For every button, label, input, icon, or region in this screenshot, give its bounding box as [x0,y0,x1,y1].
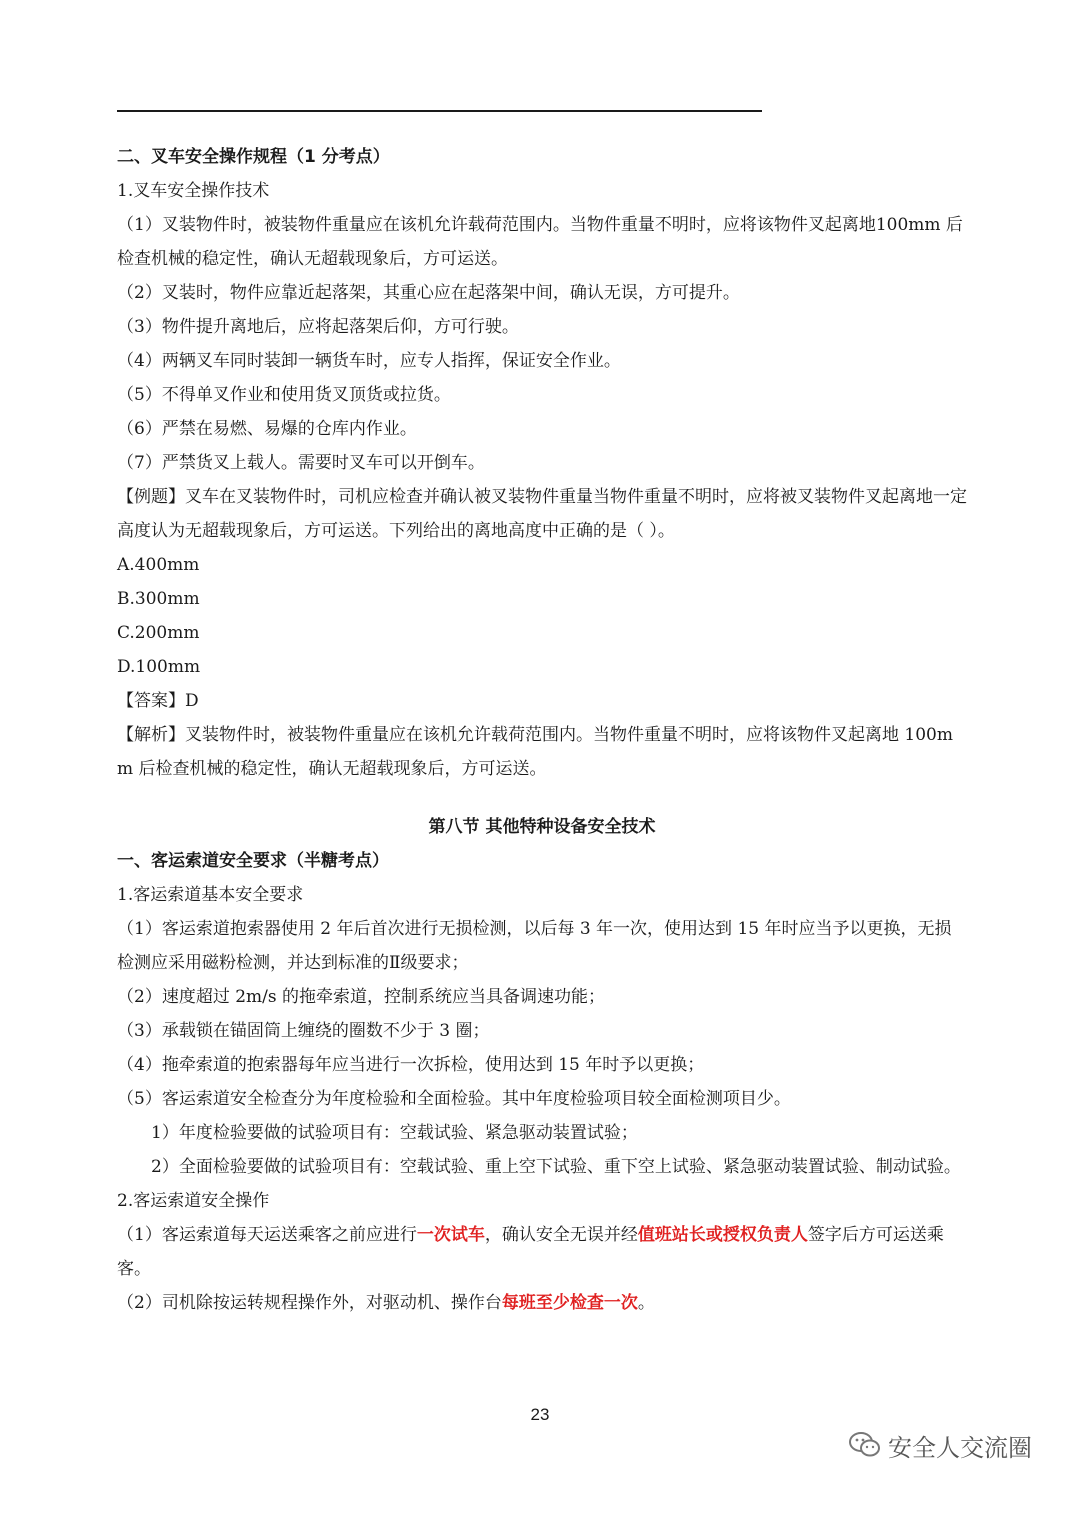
document-body [117,140,967,1320]
option-b: B.300mm [117,589,200,609]
spacer [117,786,967,810]
wechat-icon [848,1430,882,1460]
forklift-item: （5）不得单叉作业和使用货叉顶货或拉货。 [117,385,451,405]
op1-highlight-manager: 值班站长或授权负责人 [637,1225,808,1245]
forklift-item: （3）物件提升离地后，应将起落架后仰，方可行驶。 [117,317,519,337]
ropeway-sub-item: 2）全面检验要做的试验项目有：空载试验、重上空下试验、重下空上试验、紧急驱动装置试验、制动试验。 [151,1157,961,1177]
op1-text-c: ，确认安全无误并经 [484,1225,638,1245]
ropeway-sub-item: 1）年度检验要做的试验项目有：空载试验、紧急驱动装置试验； [151,1123,638,1143]
watermark [848,1425,1032,1465]
option-c: C.200mm [117,623,200,643]
example-question: 【例题】叉车在叉装物件时，司机应检查并确认被叉装物件重量当物件重量不明时，应将被叉装物件叉起离地一定高度认为无超载现象后，方可运送。下列给出的离地高度中正确的是（ ）。 [117,487,967,541]
option-d: D.100mm [117,657,201,677]
subsection-title-forklift-tech: 1.叉车安全操作技术 [117,181,270,201]
analysis: 【解析】叉装物件时，被装物件重量应在该机允许载荷范围内。当物件重量不明时，应将该物件叉起离地 100mm 后检查机械的稳定性，确认无超载现象后，方可运送。 [117,725,953,779]
section-heading-ropeway: 一、客运索道安全要求（半糖考点） [117,851,389,871]
page-number: 23 [530,1405,550,1424]
chapter-title: 第八节 其他特种设备安全技术 [428,817,656,837]
subsection-title-ropeway-op: 2.客运索道安全操作 [117,1191,270,1211]
ropeway-basic-item: （2）速度超过 2m/s 的拖牵索道，控制系统应当具备调速功能； [117,987,606,1007]
section-heading-forklift: 二、叉车安全操作规程（1 分考点） [117,147,390,167]
op2-text-c: 。 [637,1293,655,1313]
op1-text-e: 签字后方可运送乘客。 [117,1225,944,1279]
forklift-item: （1）叉装物件时，被装物件重量应在该机允许载荷范围内。当物件重量不明时，应将该物件叉起离地100mm 后检查机械的稳定性，确认无超载现象后，方可运送。 [117,215,963,269]
op2-highlight-check: 每班至少检查一次 [501,1293,638,1313]
ropeway-op-item-1 [117,1218,967,1286]
answer: 【答案】D [117,691,199,711]
op1-text-a: （1）客运索道每天运送乘客之前应进行 [117,1225,417,1245]
forklift-item: （7）严禁货叉上载人。需要时叉车可以开倒车。 [117,453,485,473]
op1-highlight-trial: 一次试车 [416,1225,485,1245]
forklift-item: （6）严禁在易燃、易爆的仓库内作业。 [117,419,417,439]
ropeway-basic-item: （1）客运索道抱索器使用 2 年后首次进行无损检测，以后每 3 年一次，使用达到 15 年时应当予以更换，无损检测应采用磁粉检测，并达到标准的Ⅱ级要求； [117,919,952,973]
ropeway-basic-item: （3）承载锁在锚固筒上缠绕的圈数不少于 3 圈； [117,1021,490,1041]
header-rule [117,110,762,112]
op2-text-a: （2）司机除按运转规程操作外，对驱动机、操作台 [117,1293,502,1313]
ropeway-basic-item: （5）客运索道安全检查分为年度检验和全面检验。其中年度检验项目较全面检测项目少。 [117,1089,791,1109]
subsection-title-ropeway-basic: 1.客运索道基本安全要求 [117,885,304,905]
ropeway-basic-item: （4）拖牵索道的抱索器每年应当进行一次拆检，使用达到 15 年时予以更换； [117,1055,705,1075]
forklift-item: （4）两辆叉车同时装卸一辆货车时，应专人指挥，保证安全作业。 [117,351,621,371]
option-a: A.400mm [117,555,200,575]
watermark-text: 安全人交流圈 [888,1433,1032,1462]
forklift-item: （2）叉装时，物件应靠近起落架，其重心应在起落架中间，确认无误，方可提升。 [117,283,740,303]
ropeway-op-item-2 [117,1286,967,1320]
